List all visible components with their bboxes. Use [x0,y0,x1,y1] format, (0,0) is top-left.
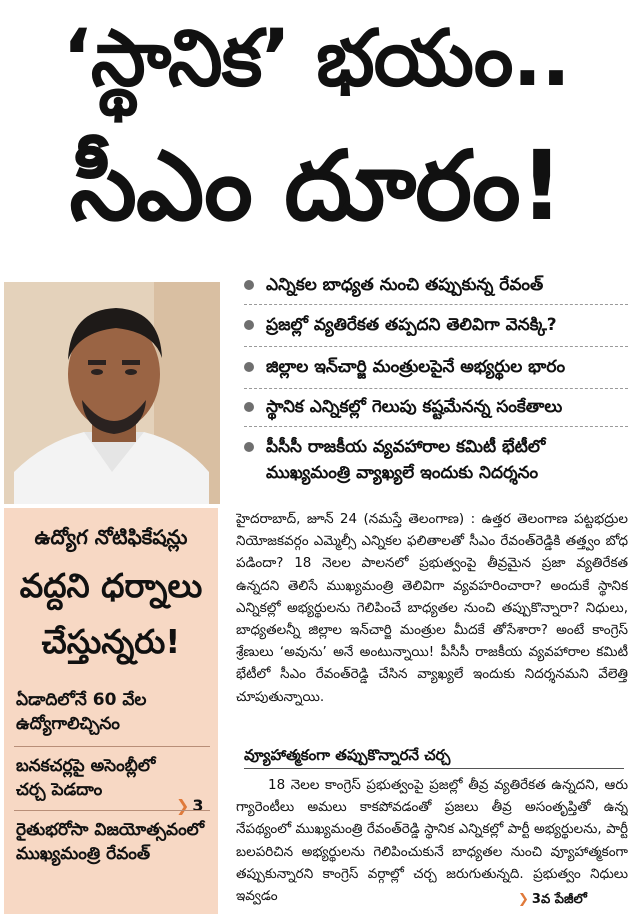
article-subhead: వ్యూహాత్మకంగా తప్పుకొన్నారనే చర్చ [244,746,451,764]
bullet-dot-icon [244,402,254,412]
bullet-divider [244,346,628,347]
chevron-right-icon: ❯ [176,796,190,815]
headline-line-2: సీఎం దూరం! [69,130,563,242]
continued-page-ref[interactable]: ❯ 3వ పేజీలో [514,892,587,910]
subhead-underline [244,768,624,769]
sidebar-page-ref[interactable]: ❯ 3 [176,796,204,815]
portrait-illustration [4,282,220,504]
bullet-divider [244,426,628,427]
sidebar-heading-2: వద్దని ధర్నాలు [19,566,203,605]
sidebar-heading-3: చేస్తున్నరు! [41,622,181,661]
sidebar-item-1: ఏడాదిలోనే 60 వేల ఉద్యోగాలిచ్చినం [16,690,147,734]
sidebar-box [4,508,218,914]
sidebar-item-3: రైతుభరోసా విజయోత్సవంలో ముఖ్యమంత్రి రేవంత్ [16,820,205,864]
cm-photo [4,282,220,504]
chevron-right-icon: ❯ [518,892,529,907]
bullet-dot-icon [244,320,254,330]
sidebar-heading-1: ఉద్యోగ నోటిఫికేషన్లు [34,525,188,549]
bullet-dot-icon [244,362,254,372]
bullet-dot-icon [244,280,254,290]
sidebar-divider-2 [14,810,210,811]
headline-line-1: ‘స్థానిక’ భయం.. [62,14,570,104]
sidebar-divider-1 [14,746,210,747]
sidebar-item-2: బనకచర్లపై అసెంబ్లీలో చర్చ పెడదాం [16,756,156,800]
bullet-divider [244,388,628,389]
article-paragraph-1: హైదరాబాద్, జూన్ 24 (నమస్తే తెలంగాణ) : ఉత్తర తెలంగాణ పట్టభద్రుల నియోజకవర్గం ఎమ్మెల్సీ ఎన్నికల ఫలితాలతో సీఎం రేవంత్‌రెడ్డికి తత్త్వం బోధ పడిందా? 18 నెలల పాలనలో ప్రభుత్వంపై తీవ్రమైన ప్రజా వ్యతిరేకత ఉన్నదని తెలిసే ముఖ్యమంత్రి తెలివిగా వ్యవహరించారా? అందుకే స్థానిక ఎన్నికల్లో అభ్యర్థులను గెలిపించే బాధ్యతల నుంచి తప్పుకొన్నారా? నిధులు, బాధ్యతలన్నీ జిల్లాల ఇన్‌చార్జి మంత్రుల మీదకే తోసేశారా? అంటే కాంగ్రెస్ శ్రేణులు ‘అవును’ అనే అంటున్నాయి! పీసీసీ రాజకీయ వ్యవహారాల కమిటీ భేటీలో సీఎం రేవంత్‌రెడ్డి చేసిన వ్యాఖ్యలే ఇందుకు నిదర్శనమని వేలెత్తి చూపుతున్నాయి. [236,511,628,705]
bullet-divider [244,304,628,305]
bullet-dot-icon [244,442,254,452]
headline [0,0,632,262]
article-paragraph-2: 18 నెలల కాంగ్రెస్ ప్రభుత్వంపై ప్రజల్లో తీవ్ర వ్యతిరేకత ఉన్నదని, ఆరు గ్యారెంటీలు అమలు కాకపోవడంతో ప్రజలు తీవ్ర అసంతృప్తితో ఉన్న నేపథ్యంలో ముఖ్యమంత్రి రేవంత్‌రెడ్డి స్థానిక ఎన్నికల్లో పార్టీ అభ్యర్థులను, పార్టీ బలపరిచిన అభ్యర్థులను గెలిపించుకునే బాధ్యతల నుంచి వ్యూహాత్మకంగా తప్పుకున్నారని కాంగ్రెస్ వర్గాల్లో చర్చ జరుగుతున్నది. ప్రభుత్వం నిధులు ఇవ్వడం [236,777,628,905]
